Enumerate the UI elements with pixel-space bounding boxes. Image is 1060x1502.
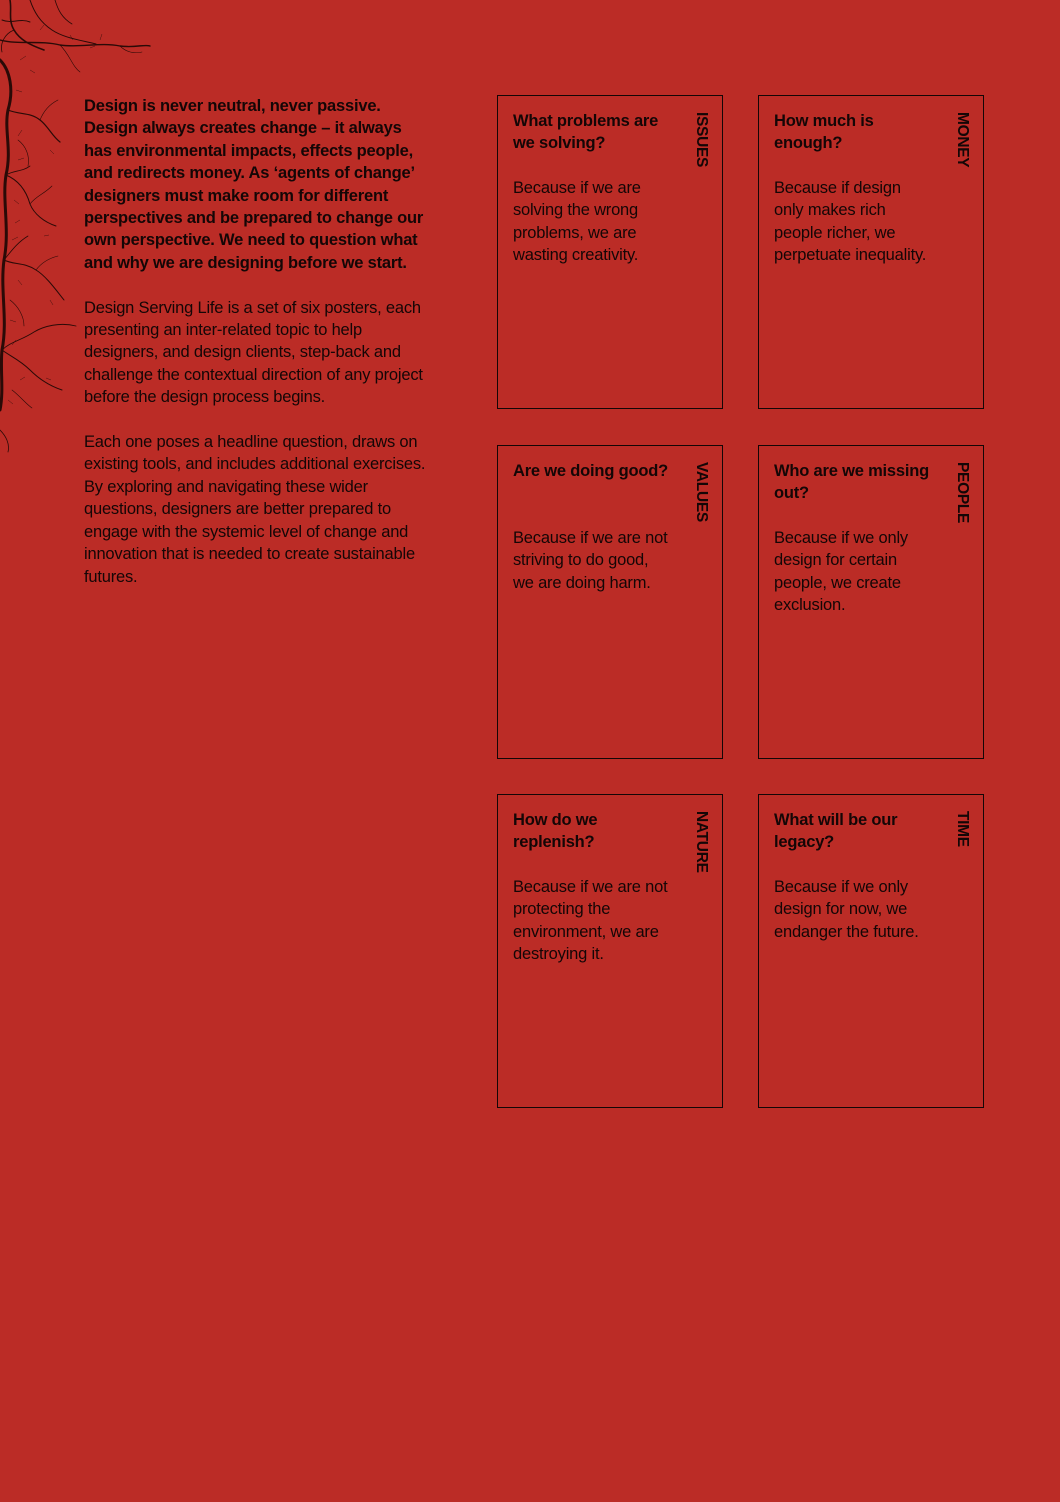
card-topic-label: MONEY <box>954 112 971 168</box>
poster-card-values <box>497 445 723 759</box>
intro-text <box>84 95 429 610</box>
card-question: Are we doing good? <box>513 462 668 480</box>
card-answer: Because if design only makes rich people richer, we perpetuate inequality. <box>774 179 927 265</box>
intro-paragraph-3: Each one poses a headline question, draws on existing tools, and includes additional exercises. By exploring and navigating these wider questions, designers are better prepared to engage with the systemic level of change and innovation that is needed to create sustainable futures. <box>84 433 426 586</box>
poster-card-issues <box>497 95 723 409</box>
poster-card-time <box>758 794 984 1108</box>
card-topic-label: NATURE <box>693 811 710 873</box>
card-question: How much is enough? <box>774 112 874 153</box>
card-question: What will be our legacy? <box>774 811 898 852</box>
card-question: Who are we missing out? <box>774 462 930 503</box>
card-answer: Because if we are not striving to do good, we are doing harm. <box>513 529 668 592</box>
card-question: What problems are we solving? <box>513 112 659 153</box>
card-question: How do we replenish? <box>513 811 598 852</box>
card-topic-label: VALUES <box>693 462 710 522</box>
card-answer: Because if we are solving the wrong problems, we are wasting creativity. <box>513 179 641 265</box>
card-topic-label: PEOPLE <box>954 462 971 524</box>
intro-paragraph-2: Design Serving Life is a set of six posters, each presenting an inter-related topic to help designers, and design clients, step-back and challenge the contextual direction of any project before the design process begins. <box>84 298 423 407</box>
poster-card-people <box>758 445 984 759</box>
intro-lead-paragraph: Design is never neutral, never passive. Design always creates change – it always has environmental impacts, effects people, and redirects money. As ‘agents of change’ designers must make room for different perspectives and be prepared to change our own perspective. We need to question what and why we are designing before we start. <box>84 97 424 272</box>
card-answer: Because if we are not protecting the environment, we are destroying it. <box>513 878 668 964</box>
card-topic-label: TIME <box>954 811 971 847</box>
card-answer: Because if we only design for now, we endanger the future. <box>774 878 919 941</box>
poster-card-nature <box>497 794 723 1108</box>
card-topic-label: ISSUES <box>693 112 710 168</box>
card-answer: Because if we only design for certain people, we create exclusion. <box>774 529 908 615</box>
poster-card-money <box>758 95 984 409</box>
